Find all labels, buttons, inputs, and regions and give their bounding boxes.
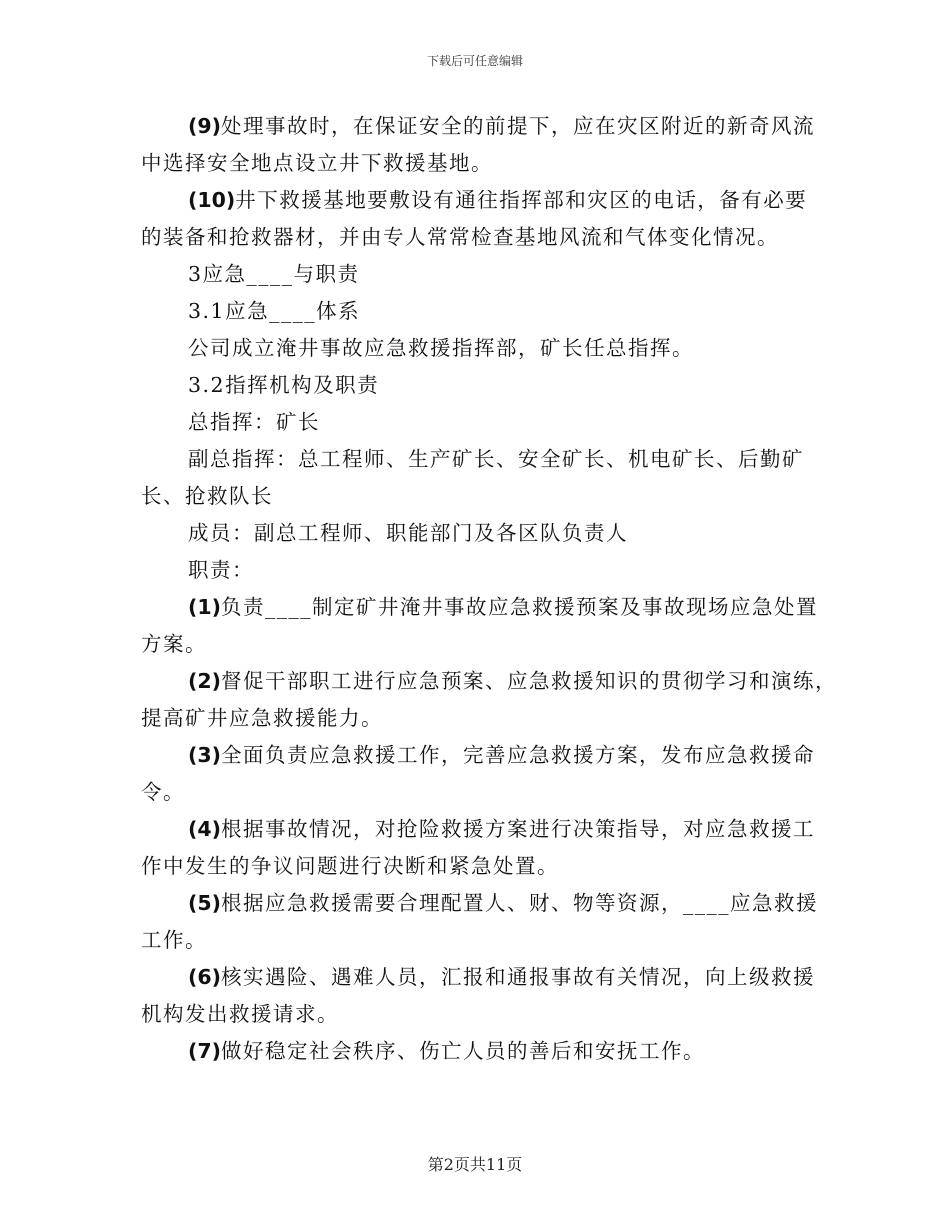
paragraph <box>141 737 821 811</box>
paragraph <box>141 589 821 663</box>
paragraph-line <box>141 589 821 626</box>
item-number: (1) <box>188 595 222 619</box>
paragraph-text: 井下救援基地要敷设有通往指挥部和灾区的电话，备有必要 <box>235 188 808 212</box>
document-body <box>141 108 838 1070</box>
paragraph <box>141 552 821 589</box>
paragraph <box>141 885 821 959</box>
item-number: (4) <box>188 817 222 841</box>
paragraph-text: 督促干部职工进行应急预案、应急救援知识的贯彻学习和演练， <box>221 669 838 693</box>
paragraph-line <box>141 182 821 219</box>
paragraph-line <box>141 515 821 552</box>
paragraph-line <box>141 256 821 293</box>
paragraph-text: 3应急____与职责 <box>188 262 360 286</box>
paragraph-line <box>141 219 821 256</box>
paragraph-text: 长、抢救队长 <box>141 484 273 508</box>
paragraph-text: 方案。 <box>141 632 207 656</box>
paragraph-text: 总指挥：矿长 <box>188 410 320 434</box>
paragraph-line <box>141 922 821 959</box>
item-number: (2) <box>188 669 222 693</box>
paragraph-text: 根据应急救援需要合理配置人、财、物等资源，____应急救援 <box>221 891 819 915</box>
paragraph-line <box>141 145 821 182</box>
paragraph <box>141 182 821 256</box>
paragraph-line <box>141 959 821 996</box>
paragraph <box>141 293 821 330</box>
paragraph-text: 中选择安全地点设立井下救援基地。 <box>141 151 493 175</box>
paragraph-text: 令。 <box>141 780 185 804</box>
paragraph-text: 负责____制定矿井淹井事故应急救援预案及事故现场应急处置 <box>221 595 819 619</box>
paragraph-line <box>141 404 821 441</box>
paragraph-line <box>141 330 821 367</box>
paragraph-text: 处理事故时，在保证安全的前提下，应在灾区附近的新奇风流 <box>221 114 816 138</box>
paragraph-text: 3.1应急____体系 <box>188 299 361 323</box>
paragraph-line <box>141 293 821 330</box>
paragraph <box>141 404 821 441</box>
paragraph-text: 提高矿井应急救援能力。 <box>141 706 383 730</box>
item-number: (5) <box>188 891 222 915</box>
paragraph-text: 的装备和抢救器材，并由专人常常检查基地风流和气体变化情况。 <box>141 225 779 249</box>
paragraph-text: 作中发生的争议问题进行决断和紧急处置。 <box>141 854 559 878</box>
paragraph <box>141 256 821 293</box>
paragraph-text: 工作。 <box>141 928 207 952</box>
item-number: (3) <box>188 743 222 767</box>
paragraph-line <box>141 626 821 663</box>
paragraph <box>141 515 821 552</box>
paragraph <box>141 330 821 367</box>
paragraph-text: 职责： <box>188 558 254 582</box>
paragraph-line <box>141 885 821 922</box>
paragraph <box>141 663 838 737</box>
paragraph-line <box>141 848 821 885</box>
paragraph-line <box>141 441 821 478</box>
paragraph-text: 做好稳定社会秩序、伤亡人员的善后和安抚工作。 <box>221 1039 706 1063</box>
paragraph <box>141 1033 821 1070</box>
paragraph-line <box>141 552 821 589</box>
paragraph-line <box>141 774 821 811</box>
page-header: 下载后可任意编辑 <box>426 54 523 68</box>
paragraph-text: 核实遇险、遇难人员，汇报和通报事故有关情况，向上级救援 <box>221 965 816 989</box>
paragraph-text: 机构发出救援请求。 <box>141 1002 339 1026</box>
paragraph-text: 公司成立淹井事故应急救援指挥部，矿长任总指挥。 <box>188 336 694 360</box>
paragraph-line <box>141 737 821 774</box>
item-number: (6) <box>188 965 222 989</box>
paragraph-text: 3.2指挥机构及职责 <box>188 373 380 397</box>
paragraph-line <box>141 811 821 848</box>
paragraph-line <box>141 478 821 515</box>
item-number: (10) <box>188 188 236 212</box>
item-number: (7) <box>188 1039 222 1063</box>
paragraph-text: 全面负责应急救援工作，完善应急救援方案，发布应急救援命 <box>221 743 816 767</box>
paragraph <box>141 441 821 515</box>
paragraph-text: 副总指挥：总工程师、生产矿长、安全矿长、机电矿长、后勤矿 <box>188 447 804 471</box>
paragraph-line <box>141 108 821 145</box>
paragraph-line <box>141 996 821 1033</box>
page-footer: 第2页共11页 <box>427 1155 523 1174</box>
paragraph-line <box>141 1033 821 1070</box>
paragraph-line <box>141 367 821 404</box>
item-number: (9) <box>188 114 222 138</box>
paragraph <box>141 959 821 1033</box>
paragraph-line <box>141 663 838 700</box>
paragraph <box>141 108 821 182</box>
paragraph-line <box>141 700 821 737</box>
paragraph <box>141 367 821 404</box>
paragraph-text: 成员：副总工程师、职能部门及各区队负责人 <box>188 521 628 545</box>
paragraph <box>141 811 821 885</box>
paragraph-text: 根据事故情况，对抢险救援方案进行决策指导，对应急救援工 <box>221 817 816 841</box>
